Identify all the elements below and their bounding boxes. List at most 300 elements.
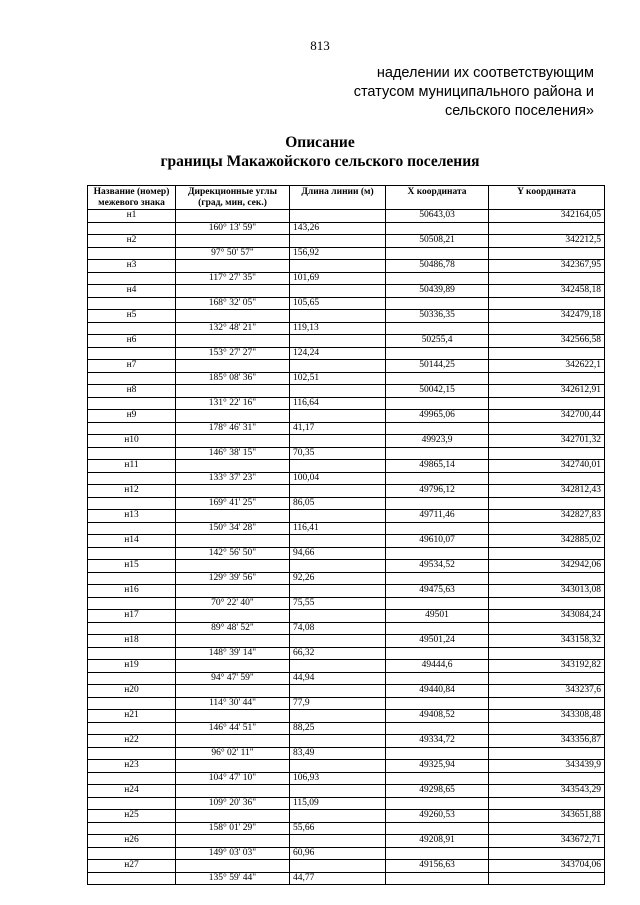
empty-cell — [386, 272, 489, 285]
x-coordinate: 49260,53 — [386, 810, 489, 823]
header-x: X координата — [386, 186, 489, 210]
empty-cell — [176, 410, 290, 423]
empty-cell — [290, 710, 386, 723]
y-coordinate: 343439,9 — [489, 760, 605, 773]
x-coordinate: 49444,6 — [386, 660, 489, 673]
table-row-point — [88, 410, 605, 423]
direction-angle: 114° 30' 44" — [176, 697, 290, 710]
point-name: н2 — [88, 235, 176, 248]
table-row-segment — [88, 522, 605, 535]
empty-cell — [88, 722, 176, 735]
table-row-segment — [88, 747, 605, 760]
line-length: 44,77 — [290, 872, 386, 885]
empty-cell — [290, 760, 386, 773]
point-name: н17 — [88, 610, 176, 623]
table-row-segment — [88, 372, 605, 385]
direction-angle: 150° 34' 28" — [176, 522, 290, 535]
line-length: 88,25 — [290, 722, 386, 735]
empty-cell — [489, 822, 605, 835]
y-coordinate: 342885,02 — [489, 535, 605, 548]
direction-angle: 89° 48' 52" — [176, 622, 290, 635]
empty-cell — [88, 472, 176, 485]
point-name: н9 — [88, 410, 176, 423]
x-coordinate: 49610,07 — [386, 535, 489, 548]
table-row-point — [88, 560, 605, 573]
line-length: 83,49 — [290, 747, 386, 760]
table-row-point — [88, 335, 605, 348]
empty-cell — [489, 647, 605, 660]
empty-cell — [290, 360, 386, 373]
empty-cell — [176, 460, 290, 473]
empty-cell — [176, 435, 290, 448]
empty-cell — [176, 335, 290, 348]
point-name: н13 — [88, 510, 176, 523]
empty-cell — [489, 472, 605, 485]
table-row-point — [88, 810, 605, 823]
line-length: 115,09 — [290, 797, 386, 810]
line-length: 86,05 — [290, 497, 386, 510]
table-row-segment — [88, 322, 605, 335]
empty-cell — [290, 560, 386, 573]
table-row-segment — [88, 447, 605, 460]
x-coordinate: 49440,84 — [386, 685, 489, 698]
empty-cell — [88, 497, 176, 510]
empty-cell — [176, 660, 290, 673]
direction-angle: 169° 41' 25" — [176, 497, 290, 510]
x-coordinate: 49965,06 — [386, 410, 489, 423]
empty-cell — [176, 860, 290, 873]
y-coordinate: 342164,05 — [489, 210, 605, 223]
point-name: н18 — [88, 635, 176, 648]
y-coordinate: 343192,82 — [489, 660, 605, 673]
header-angle: Дирекционные углы (град, мин, сек.) — [176, 186, 290, 210]
table-row-segment — [88, 847, 605, 860]
table-body — [88, 210, 605, 885]
empty-cell — [386, 672, 489, 685]
empty-cell — [176, 360, 290, 373]
line-length: 44,94 — [290, 672, 386, 685]
line-length: 60,96 — [290, 847, 386, 860]
direction-angle: 178° 46' 31" — [176, 422, 290, 435]
empty-cell — [88, 797, 176, 810]
table-row-point — [88, 660, 605, 673]
empty-cell — [176, 310, 290, 323]
y-coordinate: 343013,08 — [489, 585, 605, 598]
empty-cell — [386, 647, 489, 660]
point-name: н23 — [88, 760, 176, 773]
table-row-point — [88, 435, 605, 448]
empty-cell — [290, 235, 386, 248]
line-length: 106,93 — [290, 772, 386, 785]
table-row-segment — [88, 547, 605, 560]
empty-cell — [386, 297, 489, 310]
line-length: 101,69 — [290, 272, 386, 285]
point-name: н8 — [88, 385, 176, 398]
empty-cell — [176, 610, 290, 623]
table-row-segment — [88, 672, 605, 685]
y-coordinate: 342740,01 — [489, 460, 605, 473]
empty-cell — [88, 597, 176, 610]
table-row-point — [88, 710, 605, 723]
empty-cell — [290, 810, 386, 823]
empty-cell — [88, 422, 176, 435]
point-name: н27 — [88, 860, 176, 873]
empty-cell — [386, 547, 489, 560]
empty-cell — [290, 410, 386, 423]
line-length: 105,65 — [290, 297, 386, 310]
empty-cell — [489, 372, 605, 385]
y-coordinate: 343308,48 — [489, 710, 605, 723]
x-coordinate: 49298,65 — [386, 785, 489, 798]
table-row-point — [88, 785, 605, 798]
empty-cell — [88, 297, 176, 310]
x-coordinate: 49334,72 — [386, 735, 489, 748]
point-name: н19 — [88, 660, 176, 673]
y-coordinate: 343672,71 — [489, 835, 605, 848]
direction-angle: 149° 03' 03" — [176, 847, 290, 860]
x-coordinate: 50255,4 — [386, 335, 489, 348]
table-row-point — [88, 310, 605, 323]
table-row-point — [88, 285, 605, 298]
empty-cell — [489, 572, 605, 585]
empty-cell — [88, 672, 176, 685]
direction-angle: 132° 48' 21" — [176, 322, 290, 335]
direction-angle: 158° 01' 29" — [176, 822, 290, 835]
direction-angle: 94° 47' 59" — [176, 672, 290, 685]
empty-cell — [489, 747, 605, 760]
empty-cell — [386, 397, 489, 410]
point-name: н16 — [88, 585, 176, 598]
table-row-point — [88, 685, 605, 698]
table-row-segment — [88, 872, 605, 885]
empty-cell — [176, 235, 290, 248]
empty-cell — [489, 772, 605, 785]
y-coordinate: 342827,83 — [489, 510, 605, 523]
page-number: 813 — [310, 38, 330, 53]
empty-cell — [489, 722, 605, 735]
point-name: н6 — [88, 335, 176, 348]
y-coordinate: 342458,18 — [489, 285, 605, 298]
table-row-segment — [88, 247, 605, 260]
empty-cell — [176, 710, 290, 723]
intro-text — [354, 64, 594, 121]
empty-cell — [290, 785, 386, 798]
empty-cell — [386, 747, 489, 760]
empty-cell — [386, 697, 489, 710]
empty-cell — [290, 660, 386, 673]
table-row-point — [88, 585, 605, 598]
table-row-point — [88, 260, 605, 273]
direction-angle: 133° 37' 23" — [176, 472, 290, 485]
empty-cell — [176, 285, 290, 298]
point-name: н24 — [88, 785, 176, 798]
empty-cell — [176, 760, 290, 773]
table-row-segment — [88, 222, 605, 235]
empty-cell — [290, 510, 386, 523]
y-coordinate: 343543,29 — [489, 785, 605, 798]
empty-cell — [88, 572, 176, 585]
empty-cell — [290, 485, 386, 498]
empty-cell — [88, 272, 176, 285]
direction-angle: 168° 32' 05" — [176, 297, 290, 310]
table-row-point — [88, 385, 605, 398]
empty-cell — [290, 735, 386, 748]
y-coordinate: 343237,6 — [489, 685, 605, 698]
x-coordinate: 50508,21 — [386, 235, 489, 248]
line-length: 119,13 — [290, 322, 386, 335]
y-coordinate: 342942,06 — [489, 560, 605, 573]
table-row-point — [88, 835, 605, 848]
direction-angle: 70° 22' 40" — [176, 597, 290, 610]
empty-cell — [290, 260, 386, 273]
direction-angle: 146° 44' 51" — [176, 722, 290, 735]
empty-cell — [176, 560, 290, 573]
line-length: 156,92 — [290, 247, 386, 260]
x-coordinate: 49475,63 — [386, 585, 489, 598]
empty-cell — [489, 297, 605, 310]
empty-cell — [489, 322, 605, 335]
y-coordinate: 342212,5 — [489, 235, 605, 248]
direction-angle: 146° 38' 15" — [176, 447, 290, 460]
line-length: 75,55 — [290, 597, 386, 610]
line-length: 116,41 — [290, 522, 386, 535]
empty-cell — [489, 222, 605, 235]
line-length: 66,32 — [290, 647, 386, 660]
empty-cell — [290, 585, 386, 598]
point-name: н26 — [88, 835, 176, 848]
empty-cell — [176, 735, 290, 748]
header-name: Название (номер) межевого знака — [88, 186, 176, 210]
empty-cell — [386, 522, 489, 535]
table-row-point — [88, 235, 605, 248]
table-row-segment — [88, 347, 605, 360]
empty-cell — [290, 285, 386, 298]
table-row-point — [88, 460, 605, 473]
point-name: н1 — [88, 210, 176, 223]
empty-cell — [290, 210, 386, 223]
x-coordinate: 49711,46 — [386, 510, 489, 523]
direction-angle: 97° 50' 57" — [176, 247, 290, 260]
x-coordinate: 49501,24 — [386, 635, 489, 648]
table-row-segment — [88, 597, 605, 610]
table-row-segment — [88, 422, 605, 435]
empty-cell — [176, 635, 290, 648]
empty-cell — [88, 247, 176, 260]
empty-cell — [386, 322, 489, 335]
line-length: 92,26 — [290, 572, 386, 585]
x-coordinate: 49501 — [386, 610, 489, 623]
table-row-segment — [88, 397, 605, 410]
line-length: 70,35 — [290, 447, 386, 460]
empty-cell — [176, 385, 290, 398]
empty-cell — [290, 535, 386, 548]
empty-cell — [88, 372, 176, 385]
line-length: 116,64 — [290, 397, 386, 410]
empty-cell — [88, 772, 176, 785]
point-name: н20 — [88, 685, 176, 698]
empty-cell — [176, 585, 290, 598]
x-coordinate: 49865,14 — [386, 460, 489, 473]
intro-line-1: наделении их соответствующим — [376, 65, 594, 81]
direction-angle: 131° 22' 16" — [176, 397, 290, 410]
x-coordinate: 49796,12 — [386, 485, 489, 498]
point-name: н3 — [88, 260, 176, 273]
table-row-point — [88, 485, 605, 498]
table-header-row — [88, 186, 605, 210]
table-row-segment — [88, 722, 605, 735]
direction-angle: 142° 56' 50" — [176, 547, 290, 560]
y-coordinate: 343704,06 — [489, 860, 605, 873]
direction-angle: 129° 39' 56" — [176, 572, 290, 585]
x-coordinate: 50042,15 — [386, 385, 489, 398]
empty-cell — [290, 835, 386, 848]
empty-cell — [386, 622, 489, 635]
point-name: н7 — [88, 360, 176, 373]
point-name: н12 — [88, 485, 176, 498]
empty-cell — [386, 472, 489, 485]
empty-cell — [176, 485, 290, 498]
x-coordinate: 49325,94 — [386, 760, 489, 773]
empty-cell — [88, 547, 176, 560]
direction-angle: 104° 47' 10" — [176, 772, 290, 785]
y-coordinate: 342479,18 — [489, 310, 605, 323]
x-coordinate: 49923,9 — [386, 435, 489, 448]
empty-cell — [290, 385, 386, 398]
empty-cell — [489, 847, 605, 860]
empty-cell — [176, 535, 290, 548]
empty-cell — [176, 210, 290, 223]
empty-cell — [88, 222, 176, 235]
table-row-segment — [88, 572, 605, 585]
y-coordinate: 342612,91 — [489, 385, 605, 398]
y-coordinate: 342701,32 — [489, 435, 605, 448]
empty-cell — [489, 597, 605, 610]
empty-cell — [386, 847, 489, 860]
table-row-segment — [88, 697, 605, 710]
empty-cell — [386, 222, 489, 235]
y-coordinate: 343084,24 — [489, 610, 605, 623]
table-row-segment — [88, 272, 605, 285]
empty-cell — [386, 422, 489, 435]
line-length: 55,66 — [290, 822, 386, 835]
empty-cell — [290, 685, 386, 698]
title-line-1: Описание — [285, 134, 355, 151]
empty-cell — [489, 397, 605, 410]
x-coordinate: 49156,63 — [386, 860, 489, 873]
table-row-point — [88, 360, 605, 373]
table-row-point — [88, 760, 605, 773]
empty-cell — [386, 347, 489, 360]
point-name: н14 — [88, 535, 176, 548]
empty-cell — [489, 422, 605, 435]
table-row-segment — [88, 622, 605, 635]
line-length: 102,51 — [290, 372, 386, 385]
x-coordinate: 50643,03 — [386, 210, 489, 223]
empty-cell — [290, 610, 386, 623]
y-coordinate: 342700,44 — [489, 410, 605, 423]
point-name: н5 — [88, 310, 176, 323]
empty-cell — [290, 460, 386, 473]
empty-cell — [88, 622, 176, 635]
title-line-2: границы Макажойского сельского поселения — [160, 153, 480, 170]
x-coordinate: 50336,35 — [386, 310, 489, 323]
empty-cell — [88, 872, 176, 885]
empty-cell — [489, 272, 605, 285]
empty-cell — [489, 247, 605, 260]
empty-cell — [176, 810, 290, 823]
direction-angle: 117° 27' 35" — [176, 272, 290, 285]
point-name: н21 — [88, 710, 176, 723]
line-length: 124,24 — [290, 347, 386, 360]
direction-angle: 185° 08' 36" — [176, 372, 290, 385]
empty-cell — [176, 510, 290, 523]
empty-cell — [386, 797, 489, 810]
empty-cell — [290, 860, 386, 873]
table-row-point — [88, 860, 605, 873]
header-length: Длина линии (м) — [290, 186, 386, 210]
x-coordinate: 50439,89 — [386, 285, 489, 298]
empty-cell — [386, 872, 489, 885]
point-name: н4 — [88, 285, 176, 298]
empty-cell — [386, 772, 489, 785]
empty-cell — [489, 797, 605, 810]
empty-cell — [386, 597, 489, 610]
empty-cell — [88, 647, 176, 660]
empty-cell — [176, 785, 290, 798]
empty-cell — [386, 497, 489, 510]
y-coordinate: 342622,1 — [489, 360, 605, 373]
direction-angle: 153° 27' 27" — [176, 347, 290, 360]
empty-cell — [290, 635, 386, 648]
empty-cell — [386, 822, 489, 835]
direction-angle: 148° 39' 14" — [176, 647, 290, 660]
empty-cell — [489, 872, 605, 885]
empty-cell — [88, 697, 176, 710]
line-length: 74,08 — [290, 622, 386, 635]
empty-cell — [489, 697, 605, 710]
table-row-segment — [88, 797, 605, 810]
direction-angle: 135° 59' 44" — [176, 872, 290, 885]
table-row-point — [88, 735, 605, 748]
empty-cell — [176, 260, 290, 273]
empty-cell — [88, 322, 176, 335]
table-row-point — [88, 635, 605, 648]
table-row-segment — [88, 297, 605, 310]
empty-cell — [88, 847, 176, 860]
empty-cell — [386, 372, 489, 385]
empty-cell — [386, 572, 489, 585]
empty-cell — [489, 347, 605, 360]
table-row-segment — [88, 497, 605, 510]
line-length: 41,17 — [290, 422, 386, 435]
x-coordinate: 49208,91 — [386, 835, 489, 848]
y-coordinate: 343158,32 — [489, 635, 605, 648]
table-row-segment — [88, 822, 605, 835]
empty-cell — [489, 522, 605, 535]
boundary-table — [87, 185, 605, 885]
empty-cell — [290, 435, 386, 448]
line-length: 100,04 — [290, 472, 386, 485]
table-row-point — [88, 210, 605, 223]
table-row-point — [88, 535, 605, 548]
empty-cell — [290, 310, 386, 323]
header-y: Y координата — [489, 186, 605, 210]
empty-cell — [489, 672, 605, 685]
y-coordinate: 342367,95 — [489, 260, 605, 273]
empty-cell — [489, 497, 605, 510]
table-row-segment — [88, 472, 605, 485]
line-length: 143,26 — [290, 222, 386, 235]
